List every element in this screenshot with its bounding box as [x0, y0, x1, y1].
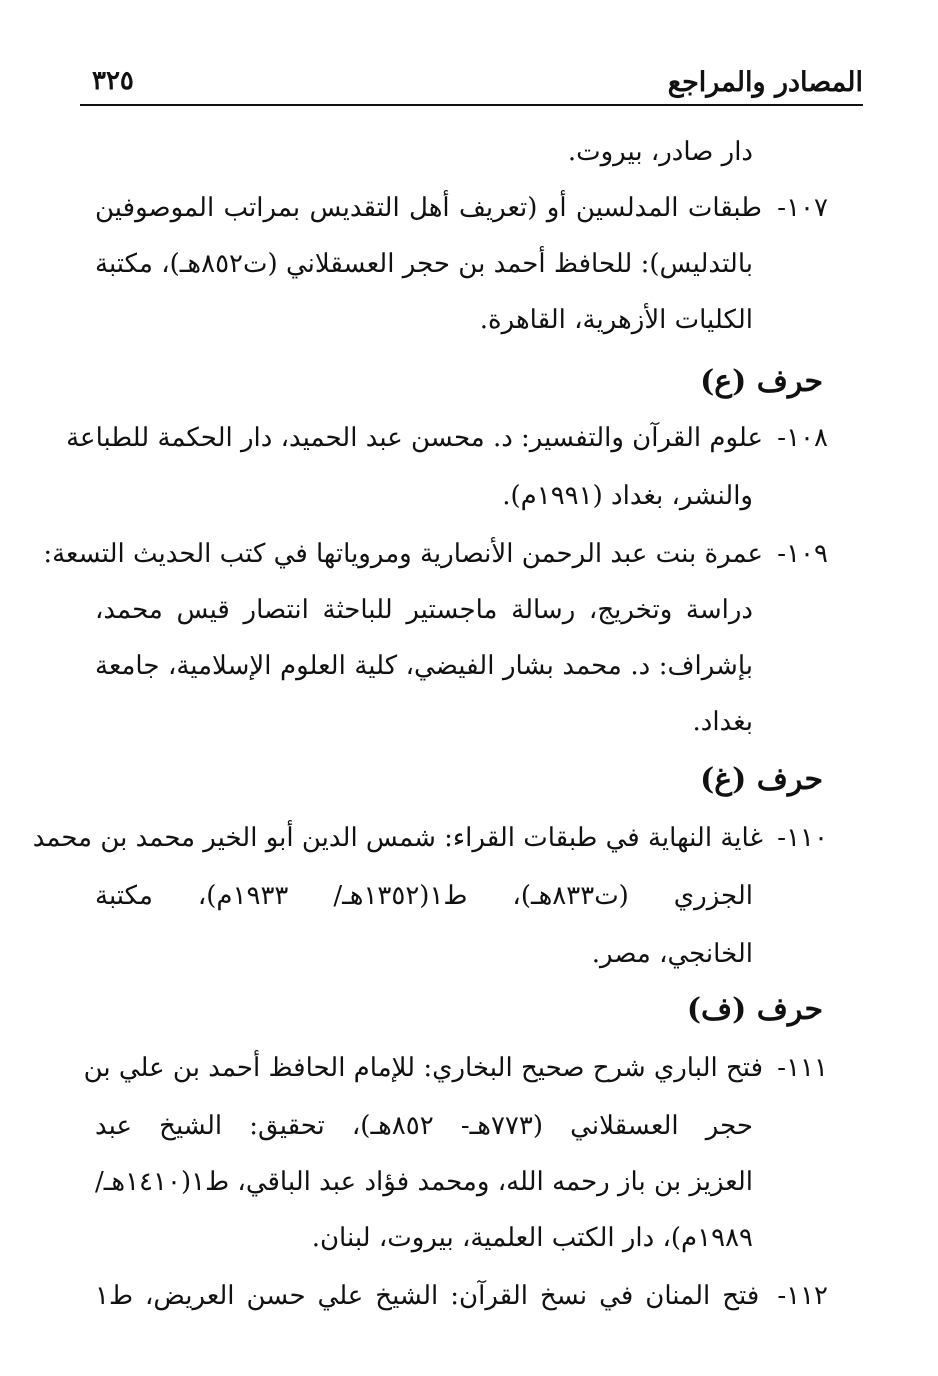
entry-text: فتح الباري شرح صحيح البخاري: للإمام الحافظ أحمد بن علي بن — [83, 1053, 764, 1083]
entry-110-line-1 — [32, 818, 828, 858]
entry-number: ١١١- — [777, 1053, 828, 1083]
entry-number: ١٠٩- — [777, 539, 828, 569]
entry-number: ١٠٧- — [777, 193, 828, 223]
entry-109-line-4: بغداد. — [692, 707, 753, 737]
entry-number: ١١٠- — [777, 823, 828, 853]
entry-text: عمرة بنت عبد الرحمن الأنصارية ومروياتها في كتب الحديث التسعة: — [43, 539, 764, 569]
section-heading-ain: حرف (ع) — [700, 364, 823, 399]
entry-text: طبقات المدلسين أو (تعريف أهل التقديس بمراتب الموصوفين — [95, 193, 762, 223]
entry-110-line-3: الخانجي، مصر. — [591, 939, 753, 969]
running-title: المصادر والمراجع — [667, 67, 863, 98]
entry-111-line-3: العزيز بن باز رحمه الله، ومحمد فؤاد عبد الباقي، ط١(١٤١٠هـ/ — [95, 1167, 753, 1197]
entry-110-line-2: الجزري (ت٨٣٣هـ)، ط١(١٣٥٢هـ/ ١٩٣٣م)، مكتبة — [95, 881, 753, 911]
entry-number: ١١٢- — [777, 1281, 829, 1311]
entry-111-line-1 — [83, 1048, 828, 1088]
entry-text: غاية النهاية في طبقات القراء: شمس الدين أبو الخير محمد بن محمد — [32, 823, 764, 853]
entry-text: فتح المنان في نسخ القرآن: الشيخ علي حسن العريض، ط١ — [95, 1281, 760, 1311]
prev-entry-tail: دار صادر، بيروت. — [567, 137, 753, 167]
entry-107-line-1 — [95, 188, 828, 228]
entry-108-line-2: والنشر، بغداد (١٩٩١م). — [502, 481, 753, 511]
page-number: ٣٢٥ — [92, 66, 134, 96]
entry-text: علوم القرآن والتفسير: د. محسن عبد الحميد، دار الحكمة للطباعة — [66, 423, 764, 453]
entry-109-line-3: بإشراف: د. محمد بشار الفيضي، كلية العلوم الإسلامية، جامعة — [95, 651, 753, 681]
entry-112-line-1 — [95, 1276, 828, 1316]
section-heading-ghain: حرف (غ) — [700, 762, 823, 797]
entry-109-line-1 — [43, 534, 828, 574]
entry-108-line-1 — [66, 418, 828, 458]
entry-111-line-4: ١٩٨٩م)، دار الكتب العلمية، بيروت، لبنان. — [311, 1223, 753, 1253]
entry-number: ١٠٨- — [777, 423, 828, 453]
entry-109-line-2: دراسة وتخريج، رسالة ماجستير للباحثة انتصار قيس محمد، — [95, 595, 753, 625]
entry-107-line-2: بالتدليس): للحافظ أحمد بن حجر العسقلاني (ت٨٥٢هـ)، مكتبة — [95, 249, 753, 279]
entry-111-line-2: حجر العسقلاني (٧٧٣هـ- ٨٥٢هـ)، تحقيق: الشيخ عبد — [95, 1111, 753, 1141]
section-heading-fa: حرف (ف) — [686, 992, 823, 1027]
page-header — [80, 56, 863, 106]
entry-107-line-3: الكليات الأزهرية، القاهرة. — [479, 305, 753, 335]
